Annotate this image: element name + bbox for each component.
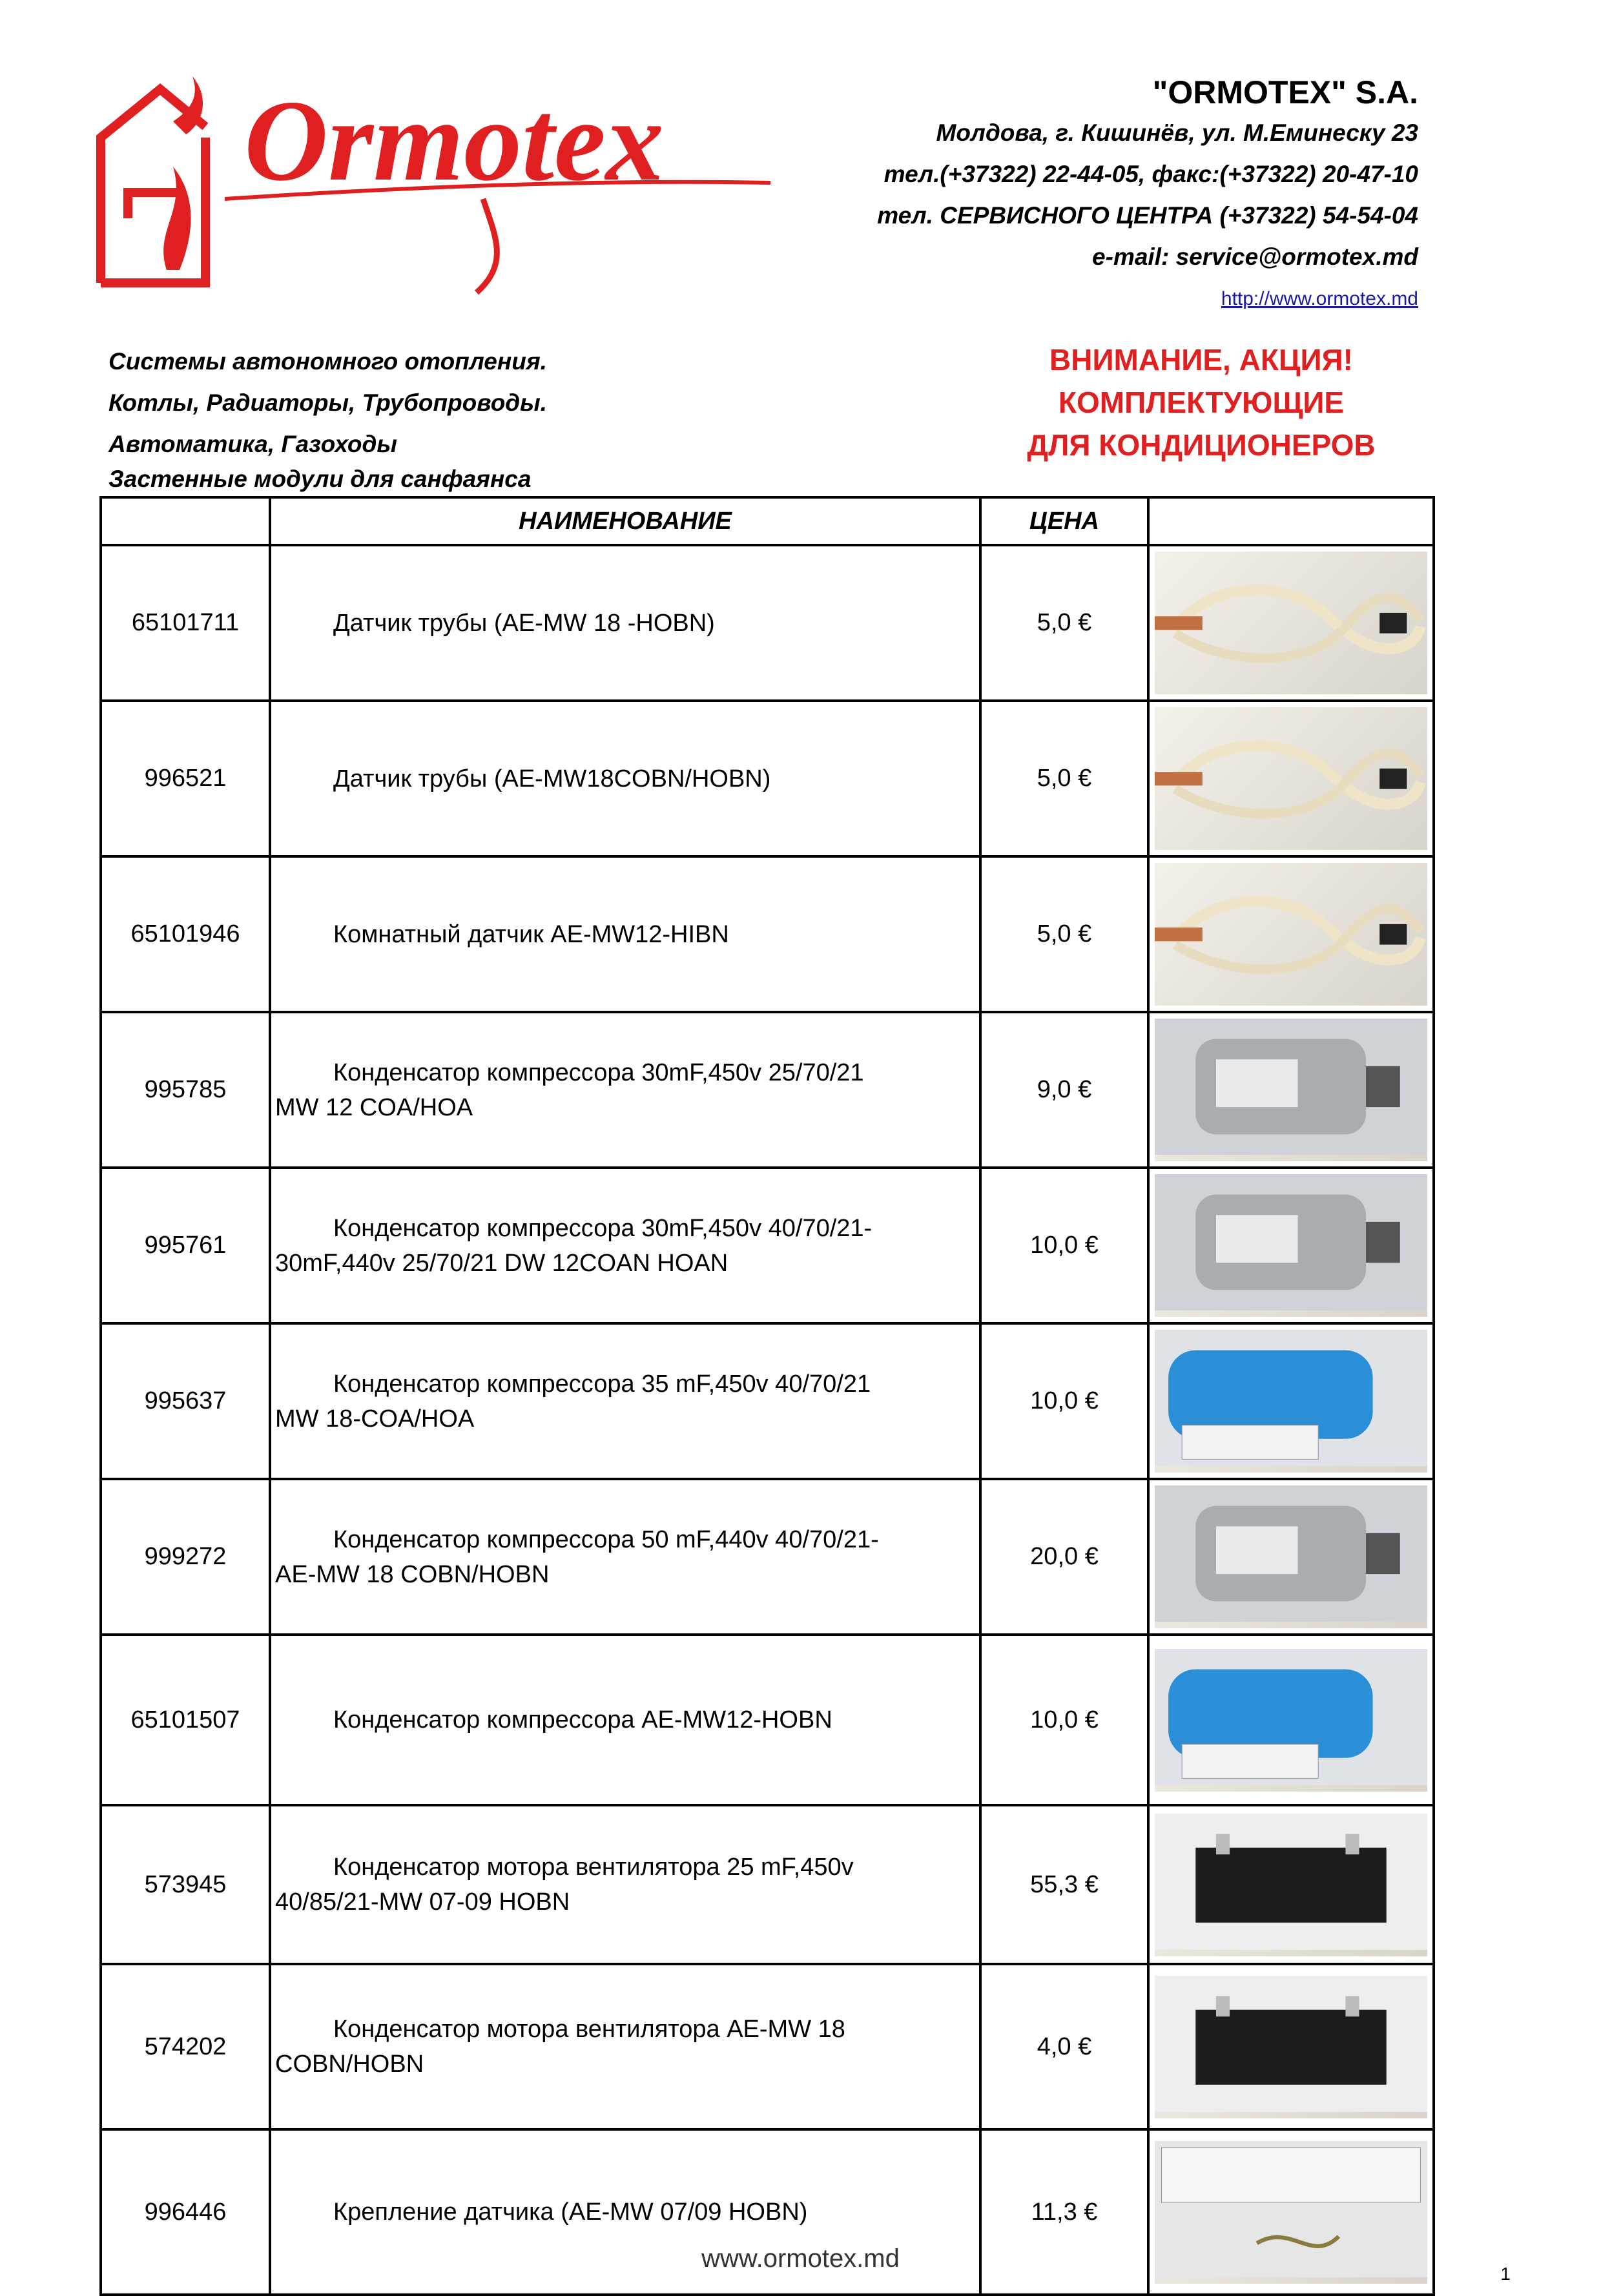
product-code: 65101507 — [101, 1635, 270, 1805]
product-name — [270, 1168, 980, 1323]
product-name-line: Конденсатор компрессора 30mF,450v 40/70/21- — [333, 1214, 873, 1242]
promo-banner — [943, 338, 1460, 466]
product-photo-cell — [1148, 856, 1434, 1012]
product-price: 20,0 € — [980, 1479, 1148, 1635]
product-name-line: Конденсатор компрессора AE-MW12-HOBN — [333, 1706, 832, 1733]
product-photo — [1155, 552, 1427, 694]
table-row — [101, 1805, 1434, 1964]
table-row — [101, 701, 1434, 856]
product-name — [270, 1323, 980, 1479]
product-photo — [1155, 1174, 1427, 1317]
product-code: 995785 — [101, 1012, 270, 1168]
product-photo — [1155, 1330, 1427, 1473]
company-name: "ORMOTEX" S.A. — [1152, 74, 1418, 110]
product-name-line: Конденсатор компрессора 50 mF,440v 40/70/21- — [333, 1525, 879, 1553]
table-row — [101, 1323, 1434, 1479]
product-photo-cell — [1148, 1012, 1434, 1168]
product-photo-cell — [1148, 1964, 1434, 2129]
product-price: 55,3 € — [980, 1805, 1148, 1964]
product-photo — [1155, 1019, 1427, 1161]
product-name — [270, 545, 980, 701]
table-header-row — [101, 497, 1434, 545]
product-price: 4,0 € — [980, 1964, 1148, 2129]
company-service-phone: тел. СЕРВИСНОГО ЦЕНТРА (+37322) 54-54-04 — [877, 202, 1418, 229]
product-price: 9,0 € — [980, 1012, 1148, 1168]
product-name — [270, 701, 980, 856]
table-row — [101, 1964, 1434, 2129]
product-photo-cell — [1148, 1323, 1434, 1479]
page-number: 1 — [1500, 2264, 1511, 2284]
product-name — [270, 1479, 980, 1635]
product-name-line: 40/85/21-MW 07-09 HOBN — [275, 1888, 570, 1916]
product-photo — [1155, 707, 1427, 850]
product-code: 574202 — [101, 1964, 270, 2129]
product-price: 5,0 € — [980, 856, 1148, 1012]
product-name-line: Крепление датчика (AE-MW 07/09 HOBN) — [333, 2198, 808, 2226]
product-name-line: COBN/HOBN — [275, 2051, 424, 2078]
product-name-line: Конденсатор компрессора 35 mF,450v 40/70/21 — [333, 1370, 871, 1398]
table-row — [101, 1012, 1434, 1168]
product-photo-cell — [1148, 545, 1434, 701]
promo-line: КОМПЛЕКТУЮЩИЕ — [1058, 386, 1345, 419]
product-price: 5,0 € — [980, 545, 1148, 701]
header-code — [101, 497, 270, 545]
tagline-line: Системы автономного отопления. — [108, 348, 547, 375]
product-photo — [1155, 1485, 1427, 1628]
tagline-line: Застенные модули для санфаянса — [108, 466, 532, 492]
table-row — [101, 1479, 1434, 1635]
product-name-line: AE-MW 18 COBN/HOBN — [275, 1560, 550, 1588]
footer-website: www.ormotex.md — [701, 2244, 900, 2273]
product-photo-cell — [1148, 701, 1434, 856]
product-name-line: Конденсатор мотора вентилятора 25 mF,450v — [333, 1854, 854, 1881]
tagline — [108, 341, 547, 493]
product-price: 10,0 € — [980, 1323, 1148, 1479]
product-name — [270, 1805, 980, 1964]
header-name: НАИМЕНОВАНИЕ — [270, 497, 980, 545]
product-code: 995637 — [101, 1323, 270, 1479]
product-name-line: Датчик трубы (AE-MW18COBN/HOBN) — [333, 765, 771, 792]
price-table — [99, 496, 1435, 2296]
product-code: 573945 — [101, 1805, 270, 1964]
product-code: 996446 — [101, 2129, 270, 2295]
product-name-line: Датчик трубы (AE-MW 18 -HOBN) — [333, 609, 715, 637]
company-email: e-mail: service@ormotex.md — [1092, 243, 1418, 270]
flame-icon — [163, 167, 191, 270]
product-photo-cell — [1148, 1479, 1434, 1635]
product-photo-cell — [1148, 1168, 1434, 1323]
product-code: 995761 — [101, 1168, 270, 1323]
product-name-line: MW 12 COA/HOA — [275, 1093, 473, 1121]
product-photo — [1155, 1814, 1427, 1956]
product-photo — [1155, 1649, 1427, 1792]
header-photo — [1148, 497, 1434, 545]
table-row — [101, 1635, 1434, 1805]
product-name — [270, 1964, 980, 2129]
product-name — [270, 1635, 980, 1805]
product-code: 999272 — [101, 1479, 270, 1635]
product-price: 5,0 € — [980, 701, 1148, 856]
product-price: 11,3 € — [980, 2129, 1148, 2295]
product-photo-cell — [1148, 1805, 1434, 1964]
ormotex-logo — [96, 70, 774, 302]
product-photo — [1155, 1976, 1427, 2118]
product-name-line: 30mF,440v 25/70/21 DW 12COAN HOAN — [275, 1249, 728, 1277]
tagline-line: Автоматика, Газоходы — [108, 431, 397, 457]
product-code: 996521 — [101, 701, 270, 856]
company-phone: тел.(+37322) 22-44-05, факс:(+37322) 20-47-10 — [883, 161, 1418, 187]
promo-line: ВНИМАНИЕ, АКЦИЯ! — [1049, 343, 1353, 377]
company-website-link[interactable]: http://www.ormotex.md — [1221, 288, 1418, 309]
product-name-line: Комнатный датчик AE-MW12-HIBN — [333, 920, 729, 948]
company-address: Молдова, г. Кишинёв, ул. М.Еминеску 23 — [936, 119, 1418, 146]
table-row — [101, 1168, 1434, 1323]
promo-line: ДЛЯ КОНДИЦИОНЕРОВ — [1027, 428, 1376, 462]
product-name-line: Конденсатор компрессора 30mF,450v 25/70/21 — [333, 1059, 864, 1086]
product-price: 10,0 € — [980, 1168, 1148, 1323]
company-info — [877, 72, 1418, 320]
logo-wordmark: Ormotex — [244, 76, 664, 205]
product-name — [270, 1012, 980, 1168]
table-row — [101, 856, 1434, 1012]
header-price: ЦЕНА — [980, 497, 1148, 545]
product-name-line: MW 18-COA/HOA — [275, 1405, 475, 1432]
table-row — [101, 545, 1434, 701]
product-price: 10,0 € — [980, 1635, 1148, 1805]
tagline-line: Котлы, Радиаторы, Трубопроводы. — [108, 389, 548, 416]
product-name-line: Конденсатор мотора вентилятора AE-MW 18 — [333, 2016, 845, 2043]
product-code: 65101946 — [101, 856, 270, 1012]
product-code: 65101711 — [101, 545, 270, 701]
product-photo-cell — [1148, 1635, 1434, 1805]
product-name — [270, 856, 980, 1012]
product-photo — [1155, 863, 1427, 1006]
